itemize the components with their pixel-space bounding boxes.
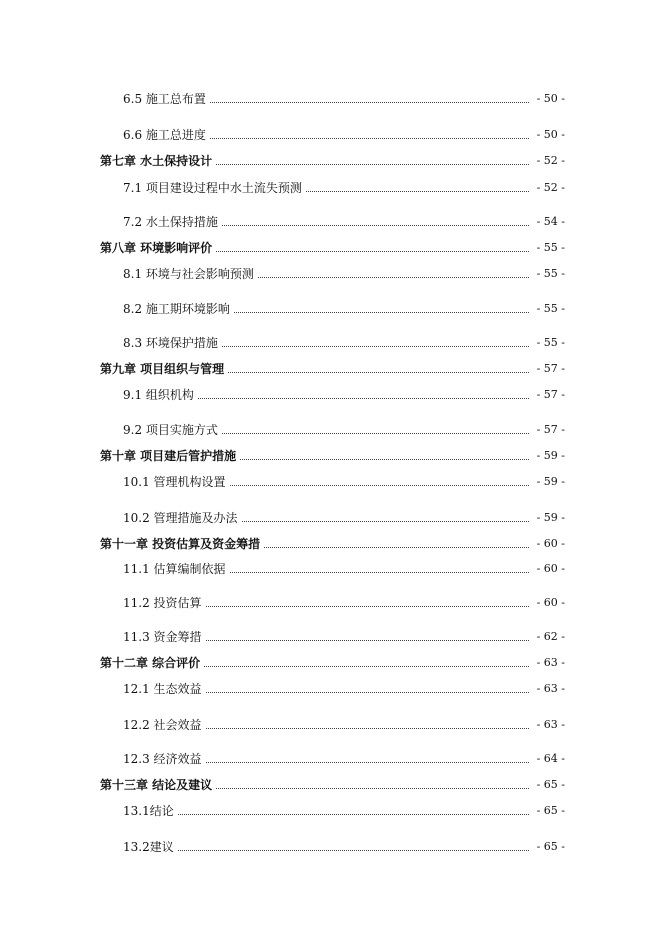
toc-section-entry[interactable] (123, 209, 565, 229)
toc-entry-label: 第十三章 结论及建议 (100, 778, 213, 792)
toc-section-entry[interactable] (123, 417, 565, 437)
toc-entry-label: 12.3 经济效益 (123, 752, 202, 766)
toc-page-number: - 59 - (536, 511, 565, 524)
toc-entry-label: 6.5 施工总布置 (123, 92, 206, 106)
dot-leader (216, 164, 528, 165)
toc-page-number: - 54 - (536, 215, 565, 228)
toc-entry-label: 8.2 施工期环境影响 (123, 302, 230, 316)
dot-leader (228, 372, 528, 373)
toc-chapter-entry[interactable] (100, 531, 565, 551)
toc-page-number: - 57 - (536, 423, 565, 436)
toc-entry-label: 11.2 投资估算 (123, 596, 202, 610)
toc-page-number: - 52 - (536, 154, 565, 167)
toc-section-entry[interactable] (123, 746, 565, 766)
toc-page-number: - 55 - (536, 302, 565, 315)
toc-entry-label: 第十一章 投资估算及资金筹措 (100, 537, 261, 551)
toc-page-number: - 63 - (536, 656, 565, 669)
toc-entry-label: 13.2建议 (123, 840, 174, 854)
toc-section-entry[interactable] (123, 590, 565, 610)
toc-section-entry[interactable] (123, 624, 565, 644)
toc-chapter-entry[interactable] (100, 443, 565, 463)
toc-section-entry[interactable] (123, 469, 565, 489)
dot-leader (204, 666, 528, 667)
dot-leader (206, 762, 529, 763)
dot-leader (178, 814, 529, 815)
toc-page-number: - 55 - (536, 241, 565, 254)
toc-page-number: - 55 - (536, 267, 565, 280)
dot-leader (258, 277, 529, 278)
toc-entry-label: 12.1 生态效益 (123, 682, 202, 696)
toc-entry-label: 8.1 环境与社会影响预测 (123, 267, 254, 281)
toc-entry-label: 第十章 项目建后管护措施 (100, 449, 237, 463)
toc-entry-label: 7.2 水土保持措施 (123, 215, 218, 229)
toc-section-entry[interactable] (123, 330, 565, 350)
dot-leader (222, 225, 529, 226)
toc-chapter-entry[interactable] (100, 235, 565, 255)
toc-section-entry[interactable] (123, 556, 565, 576)
toc-page-number: - 63 - (536, 718, 565, 731)
toc-chapter-entry[interactable] (100, 772, 565, 792)
dot-leader (216, 788, 528, 789)
dot-leader (230, 572, 529, 573)
dot-leader (242, 521, 529, 522)
toc-entry-label: 第八章 环境影响评价 (100, 241, 213, 255)
toc-page-number: - 60 - (536, 562, 565, 575)
toc-entry-label: 第九章 项目组织与管理 (100, 362, 225, 376)
toc-section-entry[interactable] (123, 798, 565, 818)
toc-section-entry[interactable] (123, 86, 565, 106)
dot-leader (178, 850, 529, 851)
dot-leader (206, 728, 529, 729)
toc-page-number: - 62 - (536, 630, 565, 643)
toc-page-number: - 65 - (536, 840, 565, 853)
toc-page-number: - 65 - (536, 804, 565, 817)
dot-leader (234, 312, 529, 313)
dot-leader (198, 398, 529, 399)
toc-entry-label: 11.1 估算编制依据 (123, 562, 226, 576)
toc-section-entry[interactable] (123, 296, 565, 316)
toc-page-number: - 60 - (536, 596, 565, 609)
toc-entry-label: 11.3 资金筹措 (123, 630, 202, 644)
dot-leader (206, 640, 529, 641)
toc-section-entry[interactable] (123, 382, 565, 402)
toc-entry-label: 10.2 管理措施及办法 (123, 511, 238, 525)
toc-section-entry[interactable] (123, 505, 565, 525)
toc-section-entry[interactable] (123, 261, 565, 281)
toc-page-number: - 64 - (536, 752, 565, 765)
toc-entry-label: 9.1 组织机构 (123, 388, 194, 402)
toc-page-number: - 50 - (536, 128, 565, 141)
toc-page-number: - 59 - (536, 449, 565, 462)
dot-leader (206, 692, 529, 693)
toc-entry-label: 13.1结论 (123, 804, 174, 818)
dot-leader (230, 485, 529, 486)
toc-section-entry[interactable] (123, 122, 565, 142)
toc-entry-label: 7.1 项目建设过程中水土流失预测 (123, 181, 302, 195)
toc-entry-label: 8.3 环境保护措施 (123, 336, 218, 350)
dot-leader (306, 191, 529, 192)
toc-chapter-entry[interactable] (100, 356, 565, 376)
dot-leader (206, 606, 529, 607)
toc-page-number: - 57 - (536, 362, 565, 375)
toc-page-number: - 60 - (536, 537, 565, 550)
toc-entry-label: 第十二章 综合评价 (100, 656, 201, 670)
toc-page-number: - 59 - (536, 475, 565, 488)
dot-leader (210, 138, 529, 139)
dot-leader (222, 433, 529, 434)
toc-entry-label: 9.2 项目实施方式 (123, 423, 218, 437)
toc-page-number: - 52 - (536, 181, 565, 194)
toc-page-number: - 63 - (536, 682, 565, 695)
toc-page-number: - 57 - (536, 388, 565, 401)
toc-section-entry[interactable] (123, 676, 565, 696)
toc-section-entry[interactable] (123, 834, 565, 854)
toc-chapter-entry[interactable] (100, 148, 565, 168)
toc-entry-label: 6.6 施工总进度 (123, 128, 206, 142)
dot-leader (264, 547, 528, 548)
toc-section-entry[interactable] (123, 712, 565, 732)
toc-chapter-entry[interactable] (100, 650, 565, 670)
toc-entry-label: 10.1 管理机构设置 (123, 475, 226, 489)
toc-entry-label: 第七章 水土保持设计 (100, 154, 213, 168)
dot-leader (222, 346, 529, 347)
dot-leader (210, 102, 529, 103)
dot-leader (216, 251, 528, 252)
dot-leader (240, 459, 528, 460)
toc-page-number: - 65 - (536, 778, 565, 791)
toc-entry-label: 12.2 社会效益 (123, 718, 202, 732)
toc-section-entry[interactable] (123, 175, 565, 195)
toc-page-number: - 50 - (536, 92, 565, 105)
toc-page-number: - 55 - (536, 336, 565, 349)
